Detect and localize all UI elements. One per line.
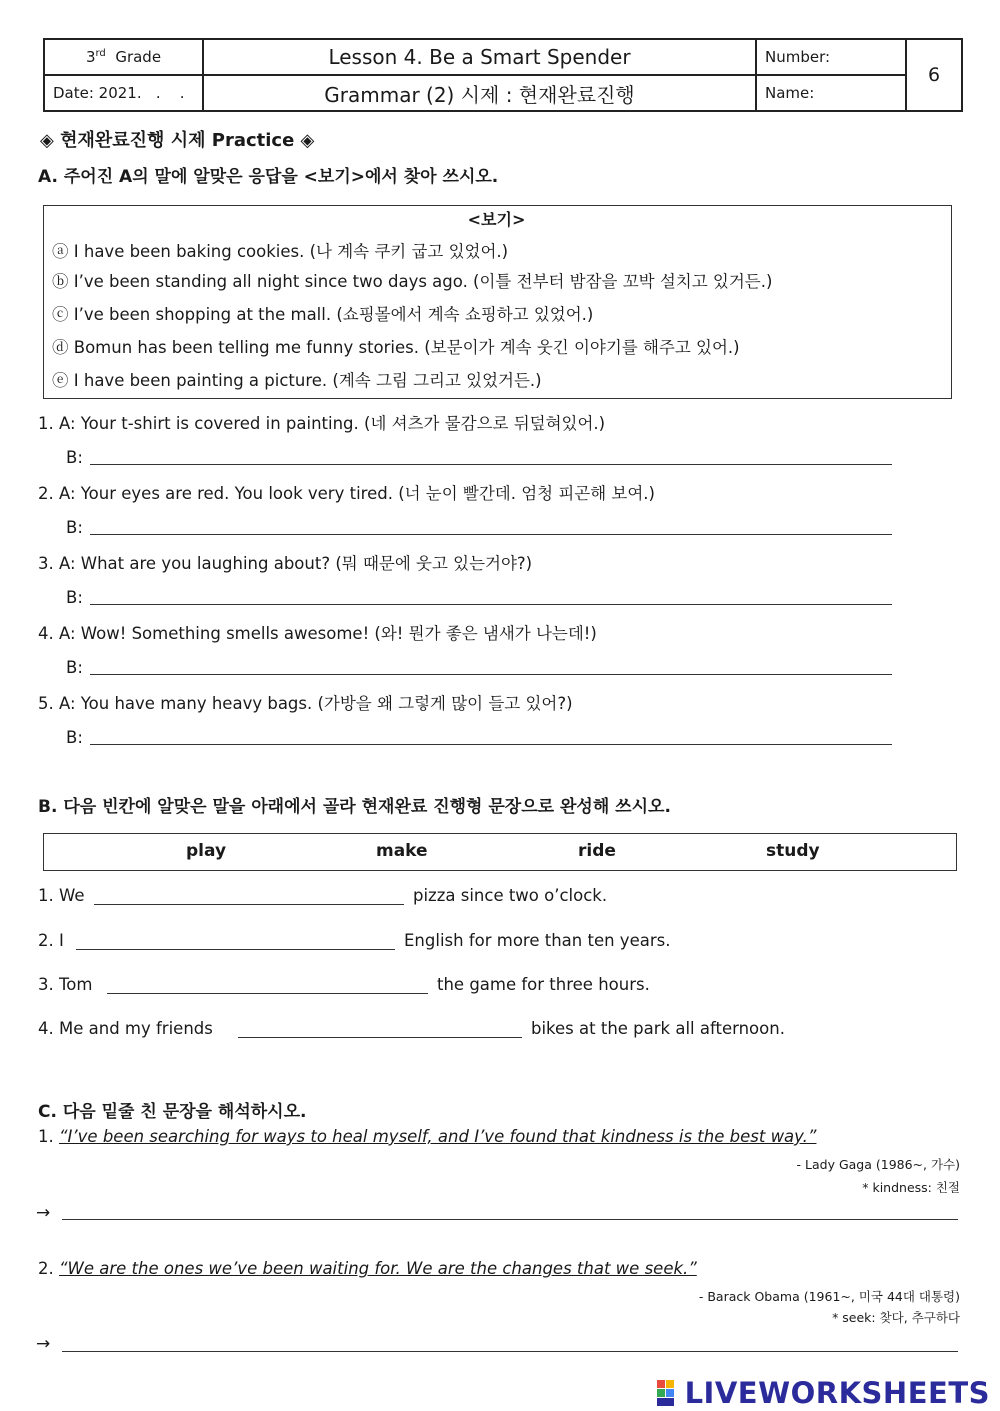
grade-word: Grade <box>115 48 162 66</box>
word-play: play <box>186 841 227 861</box>
b-item-4-pre: 4. Me and my friends <box>38 1019 213 1038</box>
date-label: Date: 2021. . . <box>44 75 203 111</box>
answer-5-blank[interactable] <box>90 744 892 745</box>
c-item-1 <box>38 1127 816 1146</box>
c-item-2-blank[interactable] <box>62 1351 958 1352</box>
section-a-instruction: A. 주어진 A의 말에 알맞은 응답을 <보기>에서 찾아 쓰시오. <box>38 167 499 187</box>
example-c: ⓒ I’ve been shopping at the mall. (쇼핑몰에서 계속 쇼핑하고 있었어.) <box>52 305 594 324</box>
liveworksheets-logo-icon <box>657 1380 683 1406</box>
question-1: 1. A: Your t-shirt is covered in painting. (네 셔츠가 물감으로 뒤덮혀있어.) <box>38 414 606 433</box>
section-b-instruction: B. 다음 빈칸에 알맞은 말을 아래에서 골라 현재완료 진행형 문장으로 완성해 쓰시오. <box>38 797 671 817</box>
word-study: study <box>766 841 820 861</box>
b-item-1-post: pizza since two o’clock. <box>413 886 608 905</box>
c-item-2-source: - Barack Obama (1961~, 미국 44대 대통령) <box>698 1289 960 1304</box>
b-item-4-blank[interactable] <box>238 1037 522 1038</box>
c-item-1-number: 1. <box>38 1127 54 1146</box>
c-item-1-quote: “I’ve been searching for ways to heal myself, and I’ve found that kindness is the best way.” <box>59 1127 817 1146</box>
answer-2-blank[interactable] <box>90 534 892 535</box>
example-a: ⓐ I have been baking cookies. (나 계속 쿠키 굽고 있었어.) <box>52 242 509 261</box>
answer-5-label: B: <box>66 728 83 747</box>
example-box-title: <보기> <box>467 210 526 229</box>
c-item-1-source: - Lady Gaga (1986~, 가수) <box>796 1157 960 1172</box>
example-d: ⓓ Bomun has been telling me funny stories. (보문이가 계속 웃긴 이야기를 해주고 있어.) <box>52 338 740 357</box>
word-make: make <box>376 841 428 861</box>
b-item-3-post: the game for three hours. <box>437 975 650 994</box>
grammar-title: Grammar (2) 시제 : 현재완료진행 <box>203 75 756 111</box>
c-item-2-note: * seek: 찾다, 추구하다 <box>832 1310 960 1325</box>
answer-3-blank[interactable] <box>90 604 892 605</box>
question-4: 4. A: Wow! Something smells awesome! (와! 뭔가 좋은 냄새가 나는데!) <box>38 624 597 643</box>
name-label[interactable]: Name: <box>756 75 906 111</box>
answer-3-label: B: <box>66 588 83 607</box>
practice-title: ◈ 현재완료진행 시제 Practice ◈ <box>40 130 315 151</box>
answer-2-label: B: <box>66 518 83 537</box>
liveworksheets-logo[interactable] <box>657 1376 990 1410</box>
example-e: ⓔ I have been painting a picture. (계속 그림 그리고 있었거든.) <box>52 371 542 390</box>
grade-number: 3 <box>85 48 96 66</box>
b-item-4-post: bikes at the park all afternoon. <box>531 1019 785 1038</box>
b-item-1-pre: 1. We <box>38 886 85 905</box>
b-item-2-blank[interactable] <box>76 949 395 950</box>
c-item-2-number: 2. <box>38 1259 54 1278</box>
grade-suffix: rd <box>95 48 106 59</box>
page-number: 6 <box>906 39 962 111</box>
b-item-2-post: English for more than ten years. <box>404 931 671 950</box>
question-5: 5. A: You have many heavy bags. (가방을 왜 그렇게 많이 들고 있어?) <box>38 694 573 713</box>
answer-4-blank[interactable] <box>90 674 892 675</box>
b-item-3-pre: 3. Tom <box>38 975 93 994</box>
c-item-1-blank[interactable] <box>62 1219 958 1220</box>
c-item-1-arrow: → <box>36 1203 51 1223</box>
header-table <box>43 38 963 112</box>
b-item-2-pre: 2. I <box>38 931 64 950</box>
logo-text: LIVEWORKSHEETS <box>684 1376 990 1410</box>
example-b: ⓑ I’ve been standing all night since two days ago. (이틀 전부터 밤잠을 꼬박 설치고 있거든.) <box>52 272 773 291</box>
lesson-title: Lesson 4. Be a Smart Spender <box>203 39 756 75</box>
c-item-2 <box>38 1259 697 1278</box>
number-label[interactable]: Number: <box>756 39 906 75</box>
b-item-1-blank[interactable] <box>94 904 404 905</box>
answer-1-blank[interactable] <box>90 464 892 465</box>
b-item-3-blank[interactable] <box>107 993 428 994</box>
c-item-2-quote: “We are the ones we’ve been waiting for. We are the changes that we seek.” <box>59 1259 697 1278</box>
word-box <box>43 833 957 871</box>
question-2: 2. A: Your eyes are red. You look very tired. (너 눈이 빨간데. 엄청 피곤해 보여.) <box>38 484 655 503</box>
section-c-instruction: C. 다음 밑줄 친 문장을 해석하시오. <box>38 1102 307 1122</box>
grade-cell <box>44 39 203 75</box>
question-3: 3. A: What are you laughing about? (뭐 때문에 웃고 있는거야?) <box>38 554 533 573</box>
c-item-2-arrow: → <box>36 1334 51 1354</box>
c-item-1-note: * kindness: 친절 <box>862 1180 960 1195</box>
answer-4-label: B: <box>66 658 83 677</box>
answer-1-label: B: <box>66 448 83 467</box>
word-ride: ride <box>578 841 616 861</box>
